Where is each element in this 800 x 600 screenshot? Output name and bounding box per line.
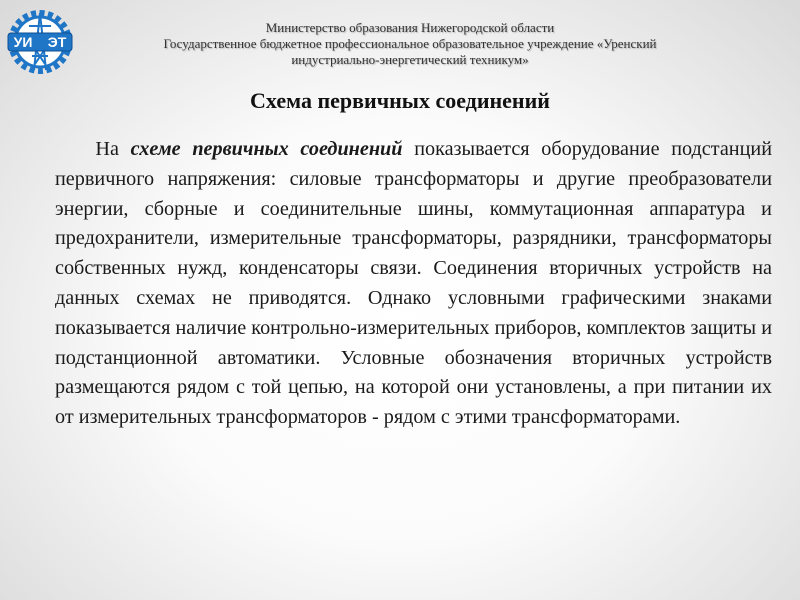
body-text: показывается оборудование подстанций первичного напряжения: силовые трансформаторы и другие преобразователи энергии, сборные и соединительные шины, коммутационная аппаратура и предохранители, измерительные трансформаторы, разрядники, трансформаторы собственных нужд, конденсаторы связи. Соединения вторичных устройств на данных схемах не приводятся. Однако условными графическими знаками показывается наличие контрольно-измерительных приборов, комплектов защиты и подстанционной автоматики. Условные обозначения вторичных устройств размещаются рядом с той цепью, на которой они установлены, а при питании их от измерительных трансформаторов - рядом с этими трансформаторами. xyxy=(55,138,772,429)
body-paragraph xyxy=(55,135,772,433)
body-prefix: На xyxy=(95,138,131,160)
header-line-institution: Государственное бюджетное профессиональное образовательное учреждение «Уренский xyxy=(163,36,657,51)
body-term: схеме первичных соединений xyxy=(130,138,403,160)
logo-text-left: УИ xyxy=(13,34,33,50)
college-logo xyxy=(4,4,76,78)
logo-text-right: ЭТ xyxy=(47,34,67,50)
institution-header xyxy=(100,20,720,68)
header-line-institution-name: индустриально-энергетический техникум» xyxy=(291,52,529,67)
header-line-ministry: Министерство образования Нижегородской области xyxy=(265,20,555,35)
page-title: Схема первичных соединений xyxy=(250,88,550,113)
